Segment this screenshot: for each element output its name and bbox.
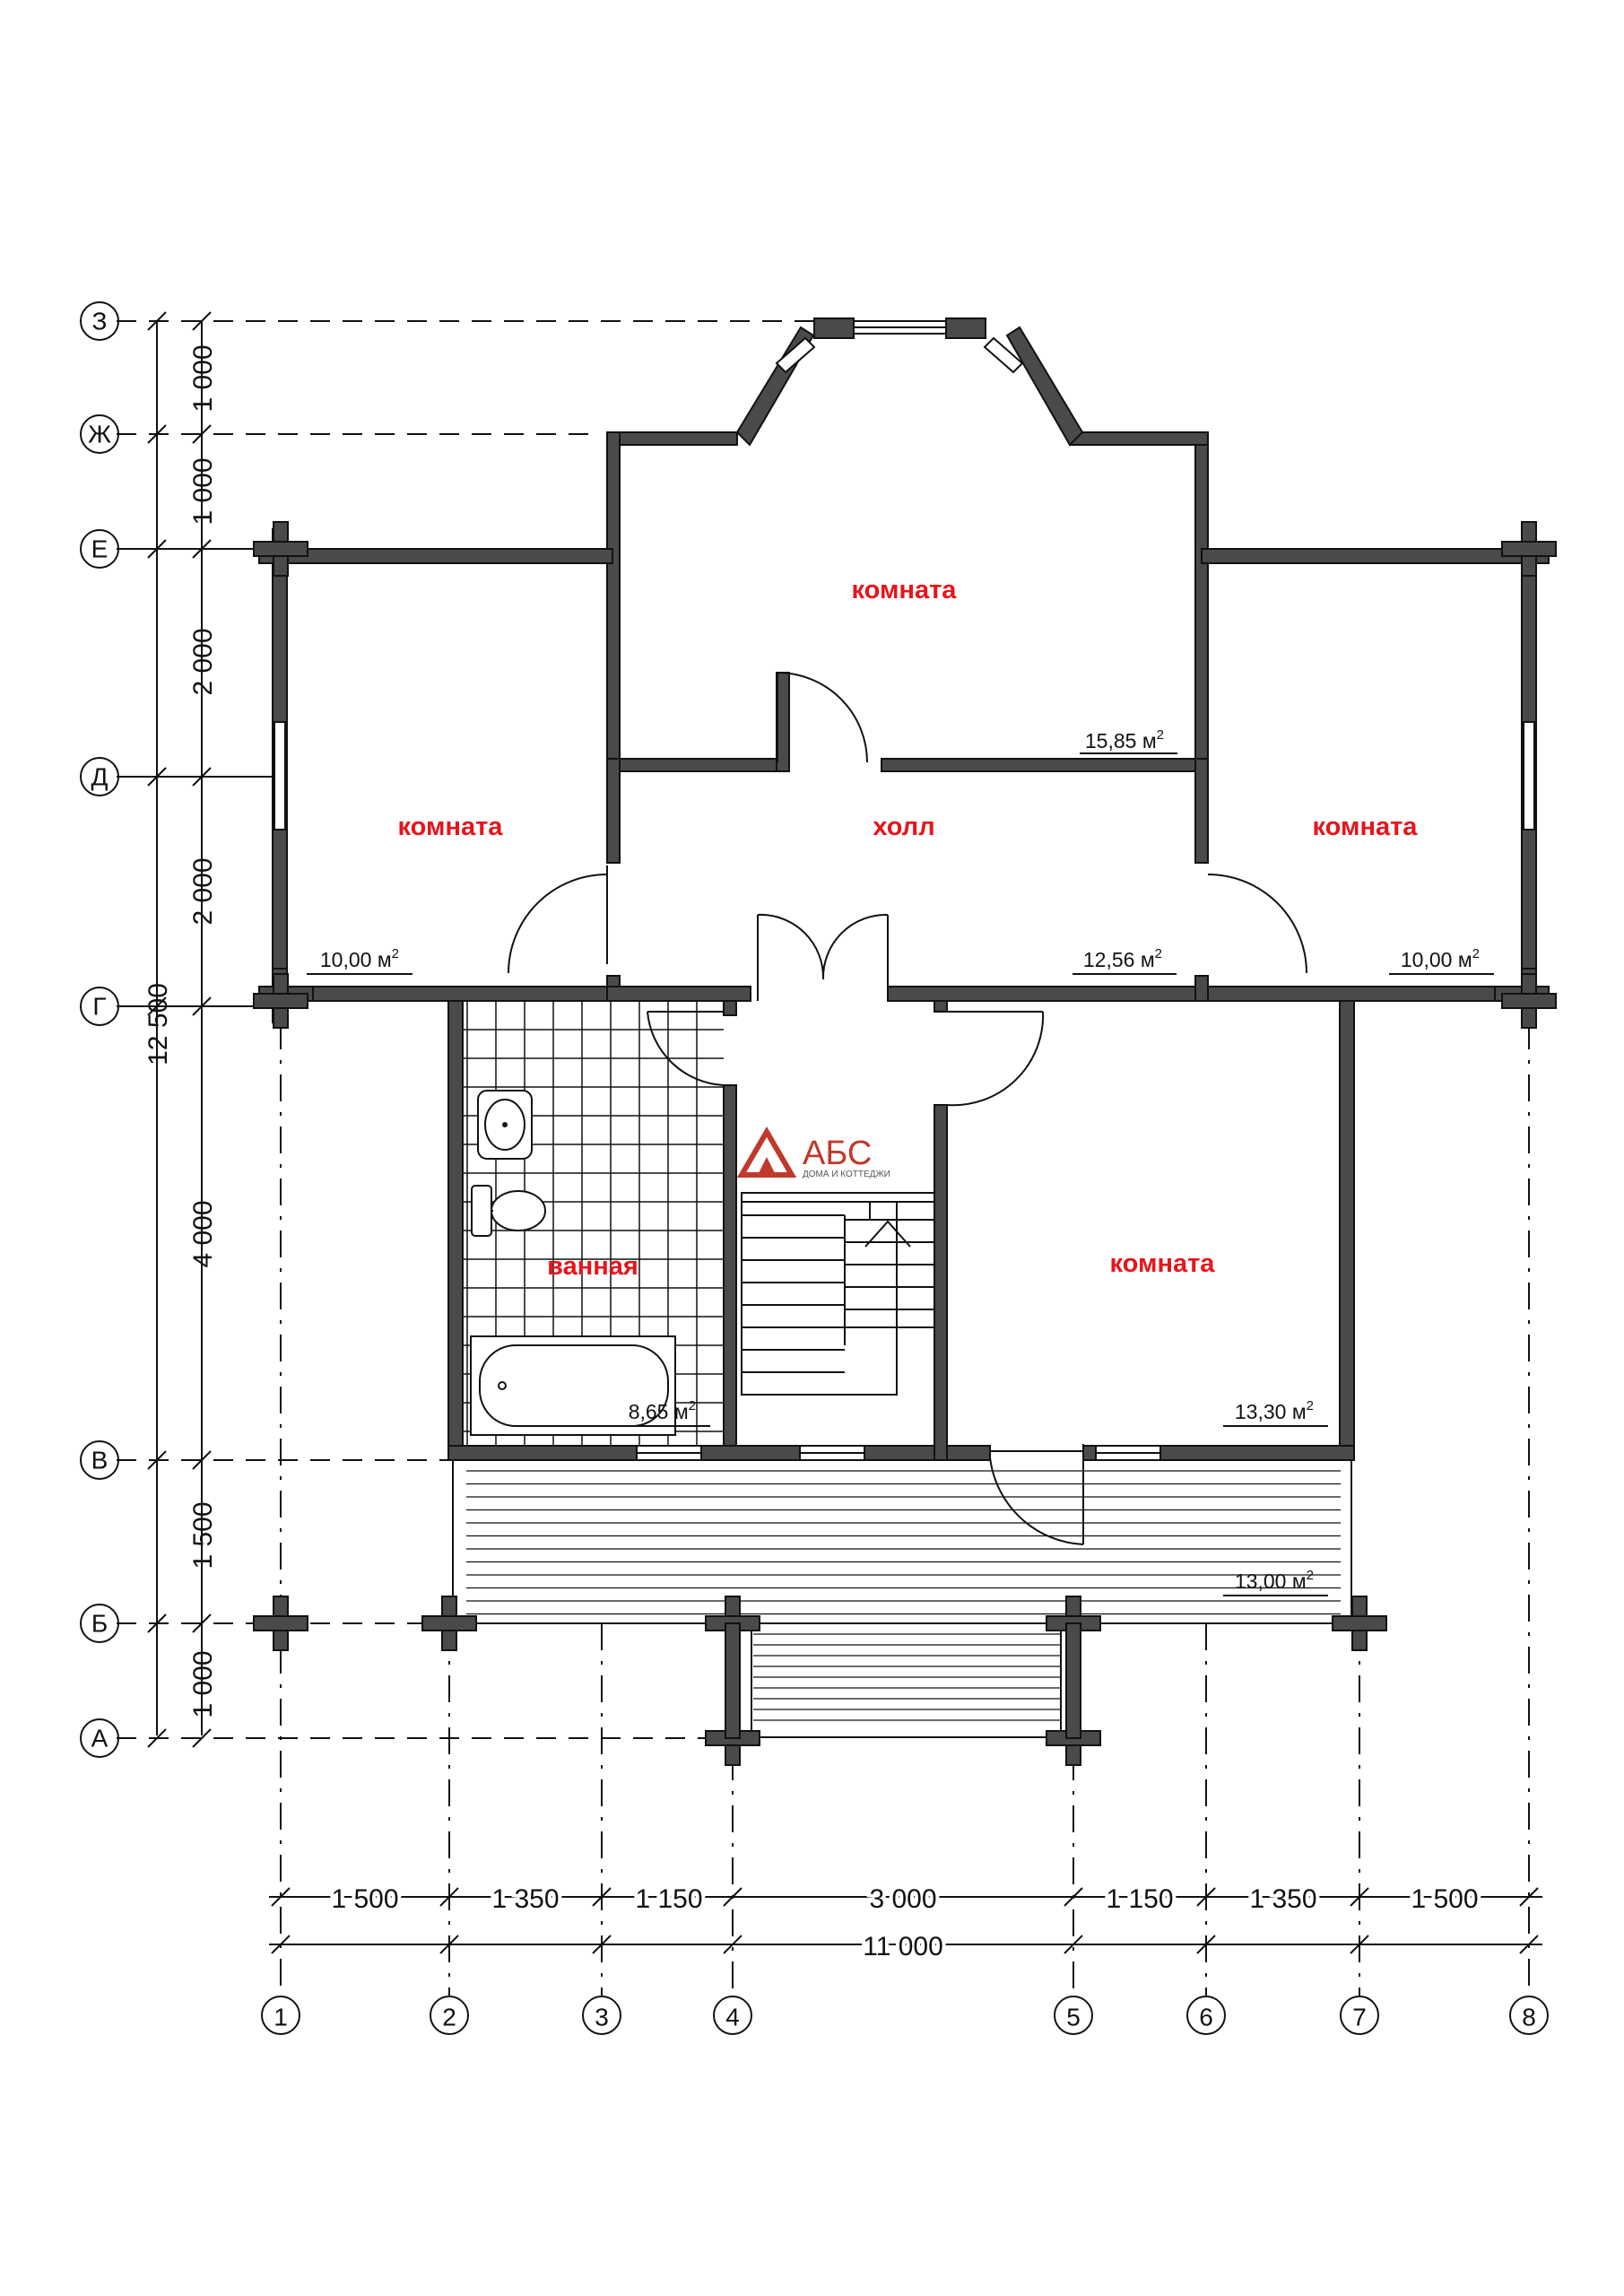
axis-col-8: 8 xyxy=(1522,2003,1536,2031)
bottom-dimension-chain xyxy=(269,1884,1542,1961)
svg-text:10,00 м2: 10,00 $м^2$ xyxy=(319,946,399,971)
area-labels xyxy=(307,727,1494,1596)
dim-bottom-1: 1 500 xyxy=(331,1884,399,1914)
axis-row-e: Е xyxy=(91,535,109,563)
area-room-right xyxy=(1389,946,1494,974)
svg-text:12,56 м2: 12,56 $м^2$ xyxy=(1082,946,1162,971)
dim-left-total: 12 500 xyxy=(143,983,173,1065)
sink-icon xyxy=(478,1091,532,1159)
axis-row-zh: Ж xyxy=(88,420,111,448)
porch-steps xyxy=(753,1634,1060,1720)
terrace-outline xyxy=(453,1451,1351,1737)
dim-bottom-2: 1 350 xyxy=(491,1884,560,1914)
axis-row-v: В xyxy=(91,1446,109,1474)
walls xyxy=(254,318,1556,1765)
column-axis-markers xyxy=(262,1996,1548,2034)
axis-col-4: 4 xyxy=(725,2003,740,2031)
dim-bottom-total: 11 000 xyxy=(863,1932,943,1961)
terrace-boards xyxy=(466,1471,1341,1614)
dim-left-1: 1 000 xyxy=(188,344,218,413)
dim-left-7: 1 000 xyxy=(188,1650,218,1718)
svg-text:13,30 м2: 13,30 $м^2$ xyxy=(1234,1398,1314,1423)
room-label-bottom: комната xyxy=(1109,1249,1215,1278)
row-axis-markers xyxy=(81,302,118,1757)
area-terrace xyxy=(1223,1568,1328,1596)
room-label-hall: холл xyxy=(873,813,935,841)
company-logo xyxy=(742,1132,890,1179)
staircase xyxy=(742,1193,934,1395)
dim-bottom-3: 1 150 xyxy=(635,1884,703,1914)
axis-row-a: А xyxy=(91,1724,109,1752)
dim-left-3: 2 000 xyxy=(188,628,218,696)
axis-col-1: 1 xyxy=(274,2003,288,2031)
room-label-right: комната xyxy=(1312,813,1418,841)
svg-text:15,85 м2: 15,85 $м^2$ xyxy=(1084,727,1164,752)
room-label-bathroom: ванная xyxy=(547,1252,638,1281)
dim-left-4: 2 000 xyxy=(188,857,218,926)
axis-row-d: Д xyxy=(91,762,109,791)
room-labels xyxy=(398,576,1419,1281)
svg-text:13,00 м2: 13,00 $м^2$ xyxy=(1234,1568,1314,1593)
axis-col-7: 7 xyxy=(1352,2003,1367,2031)
axis-row-b: Б xyxy=(91,1609,109,1638)
svg-text:8,65 м2: 8,65 $м^2$ xyxy=(628,1398,696,1423)
logo-name: АБС xyxy=(803,1135,873,1172)
area-room-left xyxy=(307,946,413,974)
dim-left-5: 4 000 xyxy=(188,1200,218,1268)
dim-left-6: 1 500 xyxy=(188,1501,218,1570)
axis-col-6: 6 xyxy=(1199,2003,1213,2031)
dim-bottom-5: 1 150 xyxy=(1106,1884,1174,1914)
toilet-icon xyxy=(472,1186,545,1236)
dim-left-2: 1 000 xyxy=(188,457,218,526)
axis-row-g: Г xyxy=(92,992,107,1021)
dim-bottom-4: 3 000 xyxy=(869,1884,937,1914)
room-label-left: комната xyxy=(397,813,503,841)
axis-row-z: З xyxy=(91,307,108,335)
room-label-top: комната xyxy=(851,576,957,604)
area-hall xyxy=(1073,946,1177,974)
logo-tagline: ДОМА И КОТТЕДЖИ xyxy=(803,1170,890,1179)
dim-bottom-7: 1 500 xyxy=(1411,1884,1479,1914)
left-dimension-chain xyxy=(143,312,218,1747)
area-room-bottom xyxy=(1223,1398,1328,1426)
area-room-top xyxy=(1080,727,1177,753)
axis-col-3: 3 xyxy=(595,2003,609,2031)
dim-bottom-6: 1 350 xyxy=(1249,1884,1317,1914)
axis-col-5: 5 xyxy=(1066,2003,1081,2031)
axis-col-2: 2 xyxy=(442,2003,456,2031)
svg-text:10,00 м2: 10,00 $м^2$ xyxy=(1400,946,1480,971)
